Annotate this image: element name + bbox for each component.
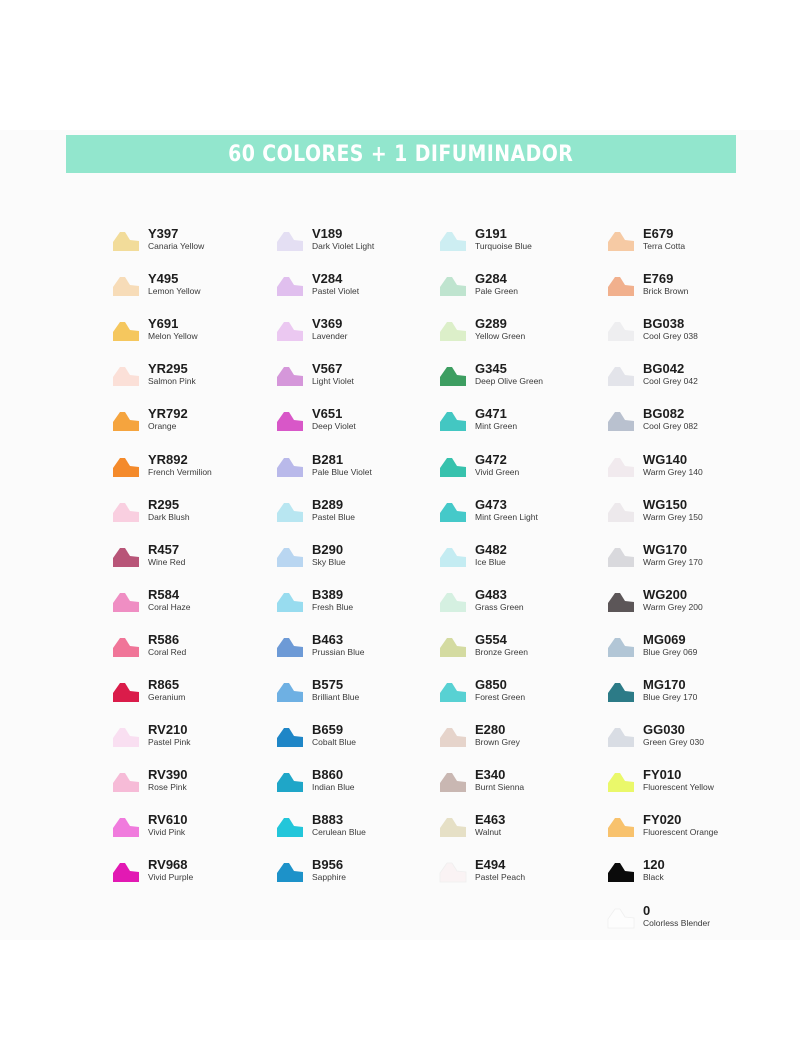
color-name: Pale Blue Violet — [312, 467, 372, 477]
swatch-item — [439, 226, 609, 260]
color-code: E463 — [475, 812, 506, 827]
marker-tip-icon — [607, 275, 635, 297]
color-name: Melon Yellow — [148, 331, 198, 341]
color-name: French Vermilion — [148, 467, 212, 477]
color-name: Geranium — [148, 692, 186, 702]
color-name: Blue Grey 069 — [643, 647, 698, 657]
swatch-item — [607, 271, 777, 305]
color-code: 120 — [643, 857, 665, 872]
color-name: Cool Grey 042 — [643, 376, 698, 386]
swatch-item — [112, 587, 282, 621]
marker-tip-icon — [607, 365, 635, 387]
marker-tip-icon — [607, 501, 635, 523]
marker-tip-icon — [112, 636, 140, 658]
swatch-item — [607, 722, 777, 756]
color-code: E679 — [643, 226, 674, 241]
marker-tip-icon — [439, 861, 467, 883]
marker-tip-icon — [439, 456, 467, 478]
color-name: Warm Grey 170 — [643, 557, 703, 567]
swatch-item — [112, 812, 282, 846]
swatch-item — [607, 632, 777, 666]
swatch-item — [112, 497, 282, 531]
marker-tip-icon — [112, 546, 140, 568]
swatch-item — [607, 587, 777, 621]
color-name: Terra Cotta — [643, 241, 686, 251]
color-code: B575 — [312, 677, 344, 692]
color-name: Black — [643, 872, 664, 882]
marker-tip-icon — [112, 410, 140, 432]
color-code: G850 — [475, 677, 507, 692]
color-code: WG150 — [643, 497, 688, 512]
marker-tip-icon — [439, 591, 467, 613]
color-name: Prussian Blue — [312, 647, 365, 657]
color-code: G284 — [475, 271, 507, 286]
marker-tip-icon — [276, 726, 304, 748]
color-name: Vivid Pink — [148, 827, 186, 837]
color-code: Y397 — [148, 226, 179, 241]
marker-tip-icon — [607, 456, 635, 478]
color-code: V567 — [312, 361, 343, 376]
color-code: B290 — [312, 542, 344, 557]
swatch-item — [112, 767, 282, 801]
swatch-item — [439, 857, 609, 891]
color-code: R457 — [148, 542, 180, 557]
swatch-item — [607, 361, 777, 395]
marker-tip-icon — [439, 275, 467, 297]
color-code: E769 — [643, 271, 674, 286]
marker-tip-icon — [607, 320, 635, 342]
color-code: YR792 — [148, 406, 188, 421]
color-name: Blue Grey 170 — [643, 692, 698, 702]
swatch-item — [276, 587, 446, 621]
color-name: Dark Blush — [148, 512, 190, 522]
color-code: B463 — [312, 632, 344, 647]
color-name: Cool Grey 038 — [643, 331, 698, 341]
color-name: Vivid Purple — [148, 872, 194, 882]
swatch-item — [276, 316, 446, 350]
color-name: Vivid Green — [475, 467, 520, 477]
color-code: G472 — [475, 452, 507, 467]
marker-tip-icon — [607, 726, 635, 748]
swatch-item — [276, 767, 446, 801]
color-code: FY010 — [643, 767, 682, 782]
marker-tip-icon — [607, 636, 635, 658]
color-name: Light Violet — [312, 376, 354, 386]
swatch-item — [112, 677, 282, 711]
color-code: R586 — [148, 632, 180, 647]
color-name: Coral Haze — [148, 602, 191, 612]
marker-tip-icon — [276, 546, 304, 568]
color-code: R865 — [148, 677, 180, 692]
color-name: Dark Violet Light — [312, 241, 375, 251]
swatch-item — [439, 767, 609, 801]
swatch-item — [276, 812, 446, 846]
color-code: G554 — [475, 632, 507, 647]
marker-tip-icon — [112, 816, 140, 838]
color-name: Salmon Pink — [148, 376, 196, 386]
marker-tip-icon — [276, 501, 304, 523]
color-code: G483 — [475, 587, 507, 602]
marker-tip-icon — [607, 816, 635, 838]
color-code: WG140 — [643, 452, 688, 467]
color-code: BG082 — [643, 406, 685, 421]
color-name: Sky Blue — [312, 557, 346, 567]
color-code: WG170 — [643, 542, 688, 557]
color-name: Lavender — [312, 331, 348, 341]
color-code: B860 — [312, 767, 344, 782]
swatch-item — [439, 452, 609, 486]
swatch-item — [439, 497, 609, 531]
color-code: GG030 — [643, 722, 685, 737]
color-code: G191 — [475, 226, 507, 241]
color-name: Fresh Blue — [312, 602, 354, 612]
swatch-item — [112, 316, 282, 350]
color-code: B389 — [312, 587, 344, 602]
marker-tip-icon — [276, 410, 304, 432]
color-name: Pastel Violet — [312, 286, 360, 296]
color-name: Turquoise Blue — [475, 241, 532, 251]
marker-tip-icon — [439, 320, 467, 342]
color-name: Coral Red — [148, 647, 187, 657]
marker-tip-icon — [439, 365, 467, 387]
marker-tip-icon — [276, 771, 304, 793]
color-code: 0 — [643, 903, 651, 918]
color-code: RV968 — [148, 857, 188, 872]
marker-tip-icon — [607, 546, 635, 568]
swatch-item — [607, 857, 777, 891]
swatch-item — [112, 857, 282, 891]
color-code: R295 — [148, 497, 180, 512]
swatch-item — [439, 587, 609, 621]
swatch-item — [112, 722, 282, 756]
color-code: G345 — [475, 361, 507, 376]
color-code: B956 — [312, 857, 344, 872]
marker-tip-icon — [276, 591, 304, 613]
marker-tip-icon — [112, 456, 140, 478]
color-code: Y691 — [148, 316, 179, 331]
color-code: E494 — [475, 857, 506, 872]
color-name: Indian Blue — [312, 782, 355, 792]
swatch-item — [276, 406, 446, 440]
color-code: G482 — [475, 542, 507, 557]
swatch-item — [112, 406, 282, 440]
marker-tip-icon — [112, 681, 140, 703]
swatch-item — [607, 677, 777, 711]
marker-tip-icon — [276, 365, 304, 387]
swatch-item — [607, 316, 777, 350]
color-code: WG200 — [643, 587, 688, 602]
color-code: FY020 — [643, 812, 682, 827]
color-code: G289 — [475, 316, 507, 331]
marker-tip-icon — [439, 501, 467, 523]
marker-tip-icon — [112, 726, 140, 748]
color-name: Grass Green — [475, 602, 524, 612]
color-code: MG170 — [643, 677, 686, 692]
color-name: Cerulean Blue — [312, 827, 366, 837]
marker-tip-icon — [112, 501, 140, 523]
marker-tip-icon — [276, 456, 304, 478]
color-name: Pastel Blue — [312, 512, 355, 522]
swatch-item — [439, 542, 609, 576]
color-name: Wine Red — [148, 557, 186, 567]
color-name: Sapphire — [312, 872, 347, 882]
marker-tip-icon — [607, 410, 635, 432]
color-code: YR295 — [148, 361, 188, 376]
color-name: Pastel Pink — [148, 737, 191, 747]
swatch-item — [439, 316, 609, 350]
color-name: Brown Grey — [475, 737, 520, 747]
color-name: Burnt Sienna — [475, 782, 525, 792]
color-name: Brilliant Blue — [312, 692, 360, 702]
swatch-item — [439, 361, 609, 395]
swatch-item — [276, 722, 446, 756]
swatch-item — [112, 452, 282, 486]
color-code: B659 — [312, 722, 344, 737]
marker-tip-icon — [112, 861, 140, 883]
swatch-item — [439, 406, 609, 440]
marker-tip-icon — [276, 320, 304, 342]
color-name: Colorless Blender — [643, 918, 711, 928]
swatch-item — [276, 271, 446, 305]
color-name: Deep Violet — [312, 421, 356, 431]
color-name: Canaria Yellow — [148, 241, 205, 251]
swatch-item — [607, 903, 777, 937]
color-code: G471 — [475, 406, 507, 421]
color-name: Cool Grey 082 — [643, 421, 698, 431]
marker-tip-icon — [607, 681, 635, 703]
marker-tip-icon — [112, 365, 140, 387]
swatch-item — [607, 812, 777, 846]
swatch-item — [439, 812, 609, 846]
swatch-item — [276, 226, 446, 260]
color-name: Lemon Yellow — [148, 286, 201, 296]
color-name: Pastel Peach — [475, 872, 526, 882]
color-code: YR892 — [148, 452, 188, 467]
swatch-item — [439, 677, 609, 711]
color-name: Warm Grey 200 — [643, 602, 703, 612]
swatch-item — [276, 857, 446, 891]
marker-tip-icon — [276, 681, 304, 703]
marker-tip-icon — [112, 591, 140, 613]
swatch-item — [607, 497, 777, 531]
color-name: Yellow Green — [475, 331, 526, 341]
marker-tip-icon — [112, 230, 140, 252]
swatch-item — [607, 406, 777, 440]
color-code: RV390 — [148, 767, 188, 782]
swatch-item — [276, 542, 446, 576]
swatch-item — [276, 361, 446, 395]
color-code: V189 — [312, 226, 343, 241]
color-name: Fluorescent Orange — [643, 827, 719, 837]
marker-tip-icon — [276, 275, 304, 297]
swatch-item — [112, 632, 282, 666]
marker-tip-icon — [439, 636, 467, 658]
marker-tip-icon — [276, 816, 304, 838]
color-name: Deep Olive Green — [475, 376, 544, 386]
color-code: MG069 — [643, 632, 686, 647]
color-name: Walnut — [475, 827, 502, 837]
swatch-item — [276, 677, 446, 711]
marker-tip-icon — [276, 230, 304, 252]
color-name: Warm Grey 150 — [643, 512, 703, 522]
color-code: BG042 — [643, 361, 685, 376]
swatch-item — [607, 767, 777, 801]
color-name: Pale Green — [475, 286, 518, 296]
marker-tip-icon — [112, 275, 140, 297]
marker-tip-icon — [112, 771, 140, 793]
color-name: Ice Blue — [475, 557, 506, 567]
color-code: V284 — [312, 271, 343, 286]
color-code: E340 — [475, 767, 506, 782]
marker-tip-icon — [439, 230, 467, 252]
color-name: Rose Pink — [148, 782, 187, 792]
marker-tip-icon — [439, 771, 467, 793]
color-name: Orange — [148, 421, 177, 431]
color-code: R584 — [148, 587, 180, 602]
color-name: Mint Green Light — [475, 512, 538, 522]
color-name: Green Grey 030 — [643, 737, 704, 747]
swatch-item — [112, 361, 282, 395]
color-name: Forest Green — [475, 692, 526, 702]
swatch-item — [112, 226, 282, 260]
marker-tip-icon — [439, 410, 467, 432]
swatch-item — [112, 271, 282, 305]
color-name: Mint Green — [475, 421, 518, 431]
color-code: V651 — [312, 406, 343, 421]
marker-tip-icon — [276, 636, 304, 658]
swatch-item — [276, 452, 446, 486]
marker-tip-icon — [607, 907, 635, 929]
color-code: RV610 — [148, 812, 188, 827]
swatch-item — [607, 542, 777, 576]
marker-tip-icon — [607, 230, 635, 252]
marker-tip-icon — [112, 320, 140, 342]
swatch-item — [439, 271, 609, 305]
color-code: RV210 — [148, 722, 188, 737]
color-name: Cobalt Blue — [312, 737, 356, 747]
marker-tip-icon — [276, 861, 304, 883]
color-name: Bronze Green — [475, 647, 528, 657]
banner-title: 60 COLORES + 1 DIFUMINADOR — [228, 141, 574, 167]
color-name: Warm Grey 140 — [643, 467, 703, 477]
marker-tip-icon — [439, 681, 467, 703]
swatch-item — [439, 722, 609, 756]
marker-tip-icon — [439, 726, 467, 748]
color-code: BG038 — [643, 316, 685, 331]
marker-tip-icon — [439, 816, 467, 838]
color-code: B883 — [312, 812, 344, 827]
color-code: G473 — [475, 497, 507, 512]
marker-tip-icon — [607, 861, 635, 883]
marker-tip-icon — [607, 771, 635, 793]
color-code: E280 — [475, 722, 506, 737]
marker-tip-icon — [607, 591, 635, 613]
color-name: Brick Brown — [643, 286, 689, 296]
color-name: Fluorescent Yellow — [643, 782, 714, 792]
color-code: B281 — [312, 452, 344, 467]
color-code: Y495 — [148, 271, 179, 286]
swatch-item — [607, 452, 777, 486]
swatch-item — [112, 542, 282, 576]
swatch-item — [276, 632, 446, 666]
color-code: B289 — [312, 497, 344, 512]
color-code: V369 — [312, 316, 343, 331]
swatch-item — [276, 497, 446, 531]
swatch-item — [439, 632, 609, 666]
swatch-item — [607, 226, 777, 260]
marker-tip-icon — [439, 546, 467, 568]
